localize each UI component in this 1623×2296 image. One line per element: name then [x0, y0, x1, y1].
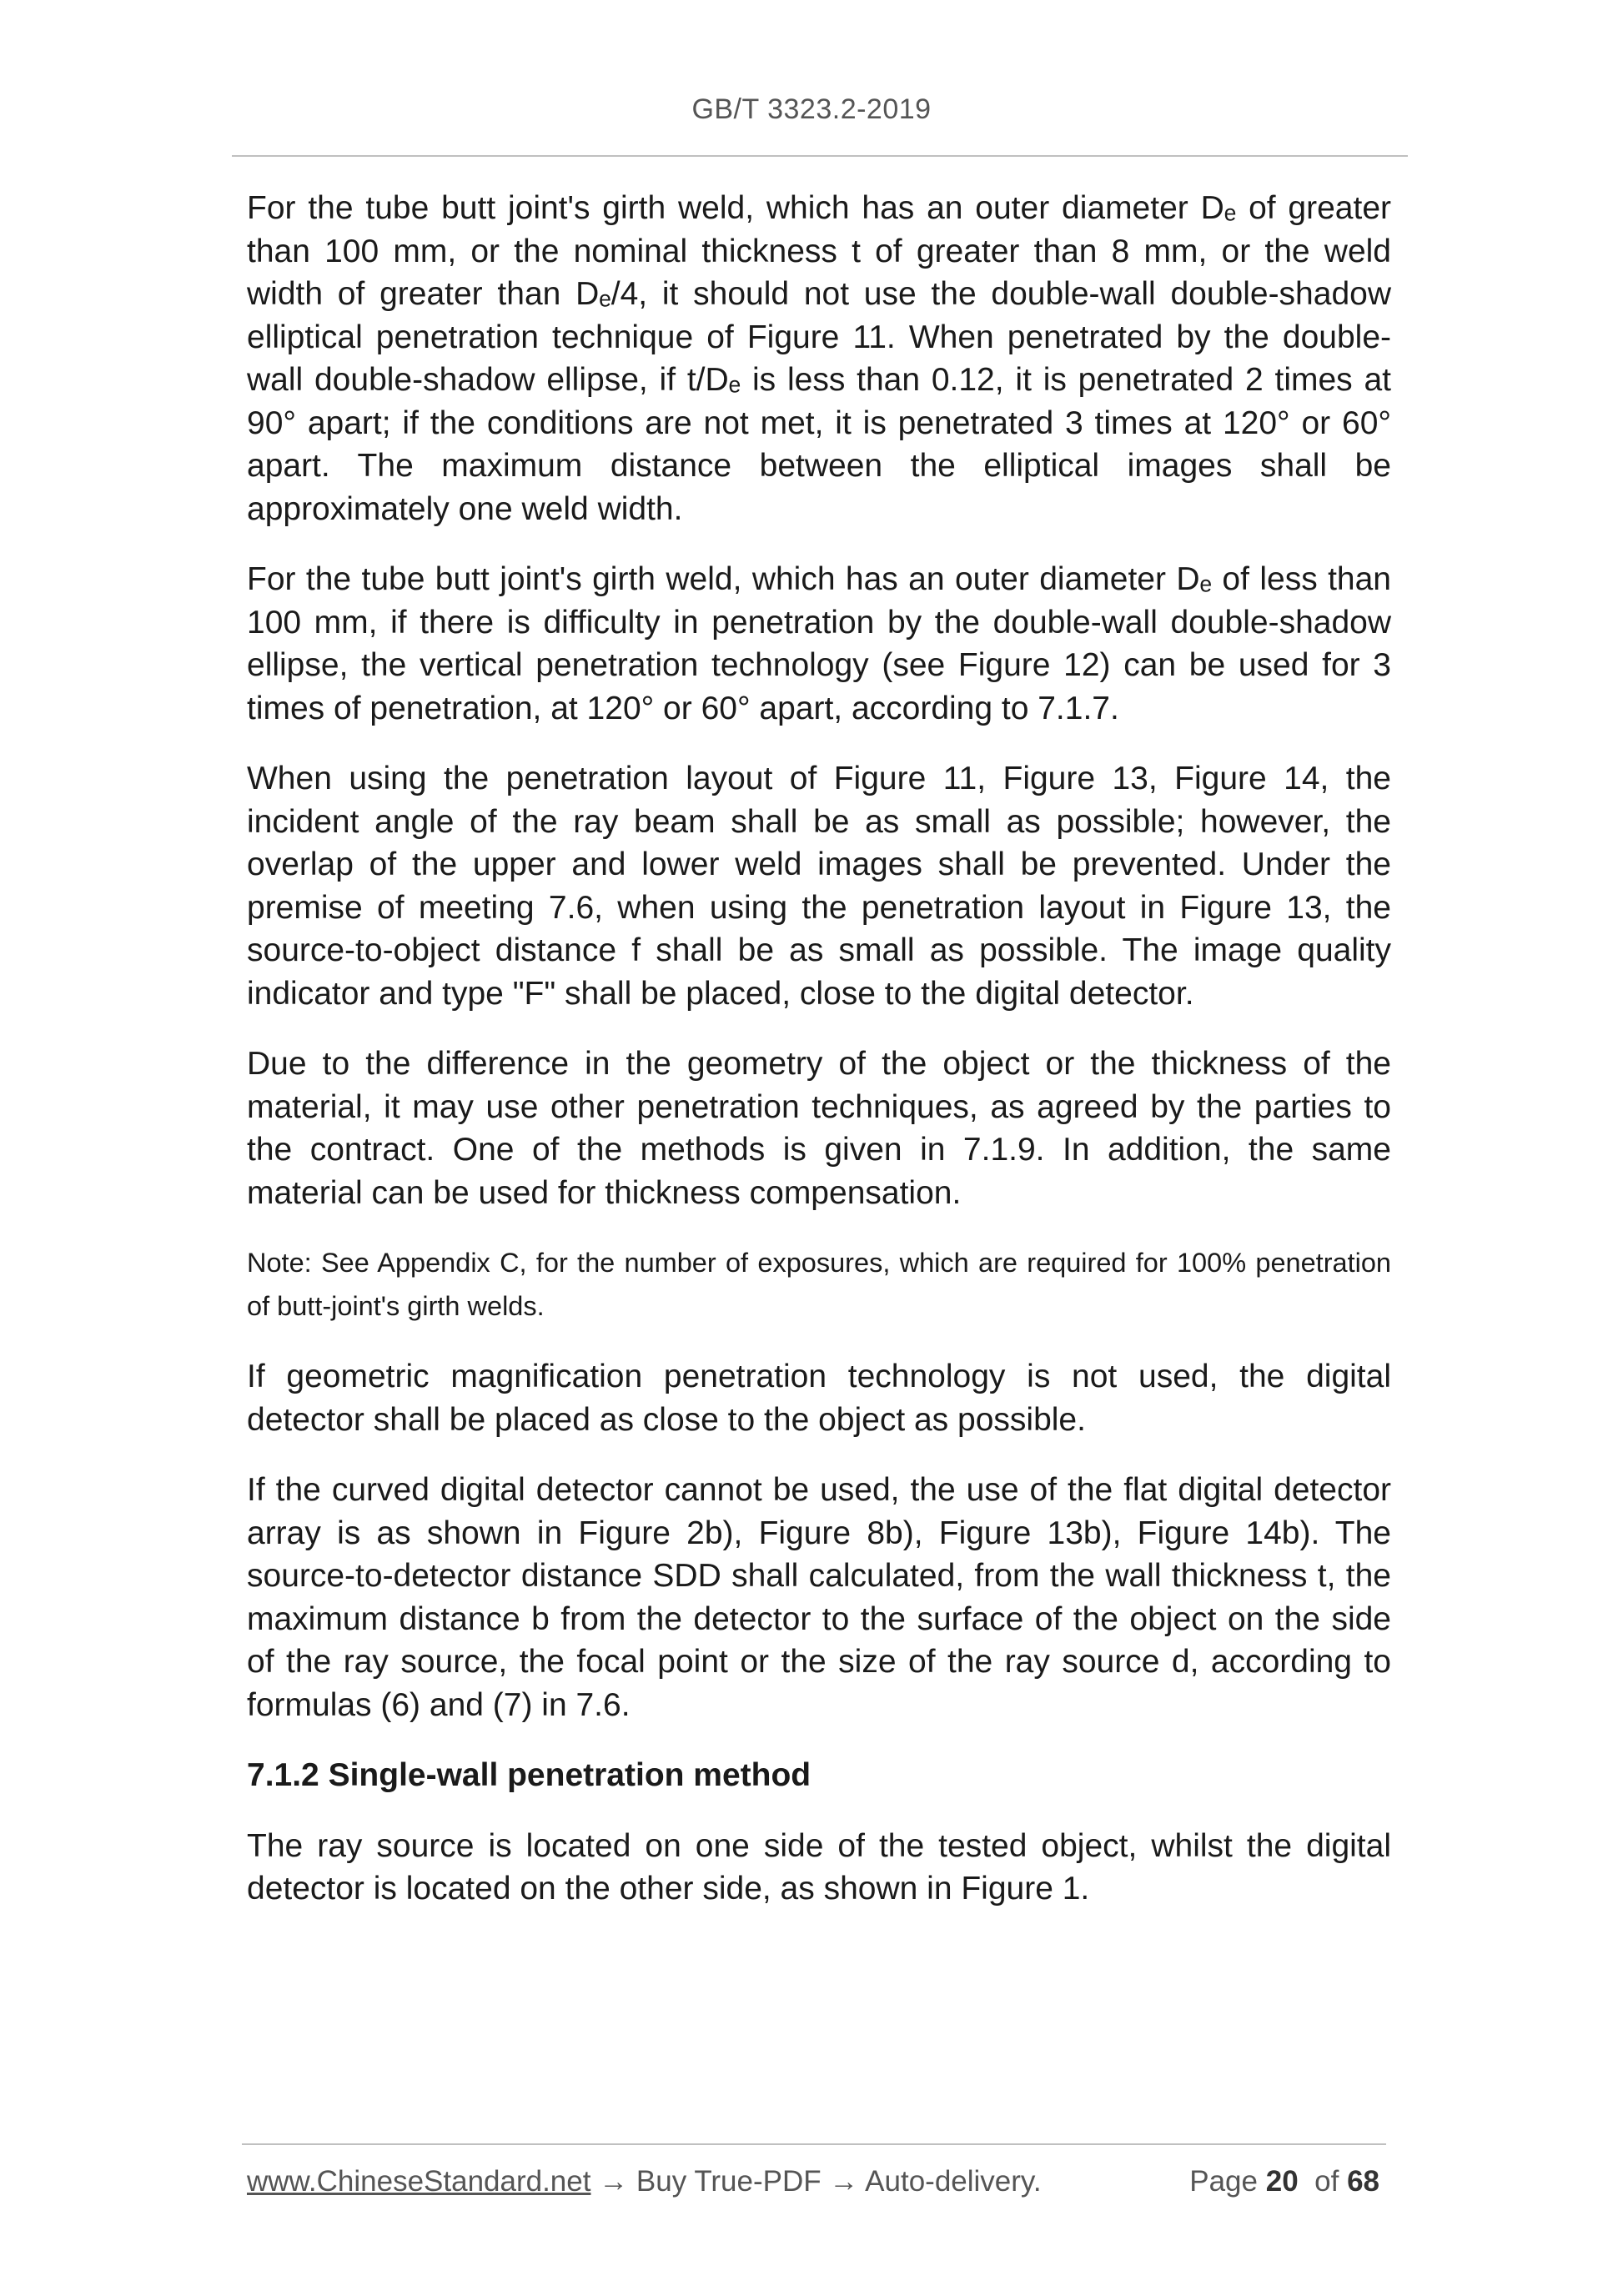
total-pages: 68 — [1347, 2165, 1379, 2198]
paragraph-penetration-layout: When using the penetration layout of Figure 11, Figure 13, Figure 14, the incident angle of the ray beam shall be as small as possible; however, the overlap of the upper and lower weld images shall be prevented. Under the premise of meeting 7.6, when using the penetration layout in Figure 13, the source-to-object distance f shall be as small as possible. The image quality indicator and type "F" shall be placed, close to the digital detector. — [247, 761, 1391, 1012]
document-code-header: GB/T 3323.2-2019 — [691, 93, 932, 125]
paragraph-single-wall-method: The ray source is located on one side of the tested object, whilst the digital detector is located on the other side, as shown in Figure 1. — [247, 1827, 1391, 1907]
page-indicator — [1189, 2165, 1379, 2198]
paragraph-flat-detector-array: If the curved digital detector cannot be used, the use of the flat digital detector array is as shown in Figure 2b), Figure 8b), Figure 13b), Figure 14b). The source-to-detector distance SDD shall calculated, from the wall thickness t, the maximum distance b from the detector to the surface of the object on the side of the ray source, the focal point or the size of the ray source d, according to formulas (6) and (7) in 7.6. — [247, 1472, 1391, 1723]
paragraph-other-techniques: Due to the difference in the geometry of the object or the thickness of the material, it may use other penetration techniques, as agreed by the parties to the contract. One of the methods is given in 7.1.9. In addition, the same material can be used for thickness compensation. — [247, 1046, 1391, 1211]
header-divider — [232, 155, 1408, 157]
footer-divider — [242, 2143, 1386, 2145]
paragraph-girth-weld-large-diameter: For the tube butt joint's girth weld, which has an outer diameter Dₑ of greater than 100 mm, or the nominal thickness t of greater than 8 mm, or the weld width of greater than Dₑ/4, it should not use the double-wall double-shadow elliptical penetration technique of Figure 11. When penetrated by the double-wall double-shadow ellipse, if t/Dₑ is less than 0.12, it is penetrated 2 times at 90° apart; if the conditions are not met, it is penetrated 3 times at 120° or 60° apart. The maximum distance between the elliptical images shall be approximately one weld width. — [247, 190, 1391, 527]
page-number: 20 — [1265, 2165, 1299, 2198]
chinese-standard-link[interactable]: www.ChineseStandard.net — [247, 2165, 591, 2198]
note-appendix-c: Note: See Appendix C, for the number of exposures, which are required for 100% penetration of butt-joint's girth welds. — [247, 1248, 1391, 1321]
paragraph-detector-placement: If geometric magnification penetration technology is not used, the digital detector shall be placed as close to the object as possible. — [247, 1359, 1391, 1438]
paragraph-girth-weld-small-diameter: For the tube butt joint's girth weld, which has an outer diameter Dₑ of less than 100 mm, if there is difficulty in penetration by the double-wall double-shadow ellipse, the vertical penetration technology (see Figure 12) can be used for 3 times of penetration, at 120° or 60° apart, according to 7.1.7. — [247, 561, 1391, 726]
page-content — [247, 187, 1391, 1938]
page-footer — [247, 2165, 1379, 2198]
page-label: Page — [1189, 2165, 1258, 2198]
of-label: of — [1314, 2165, 1339, 2198]
section-heading-7-1-2: 7.1.2 Single-wall penetration method — [247, 1757, 812, 1793]
footer-promo-text: → Buy True-PDF → Auto-delivery. — [590, 2165, 1042, 2198]
footer-promo — [247, 2165, 1042, 2198]
